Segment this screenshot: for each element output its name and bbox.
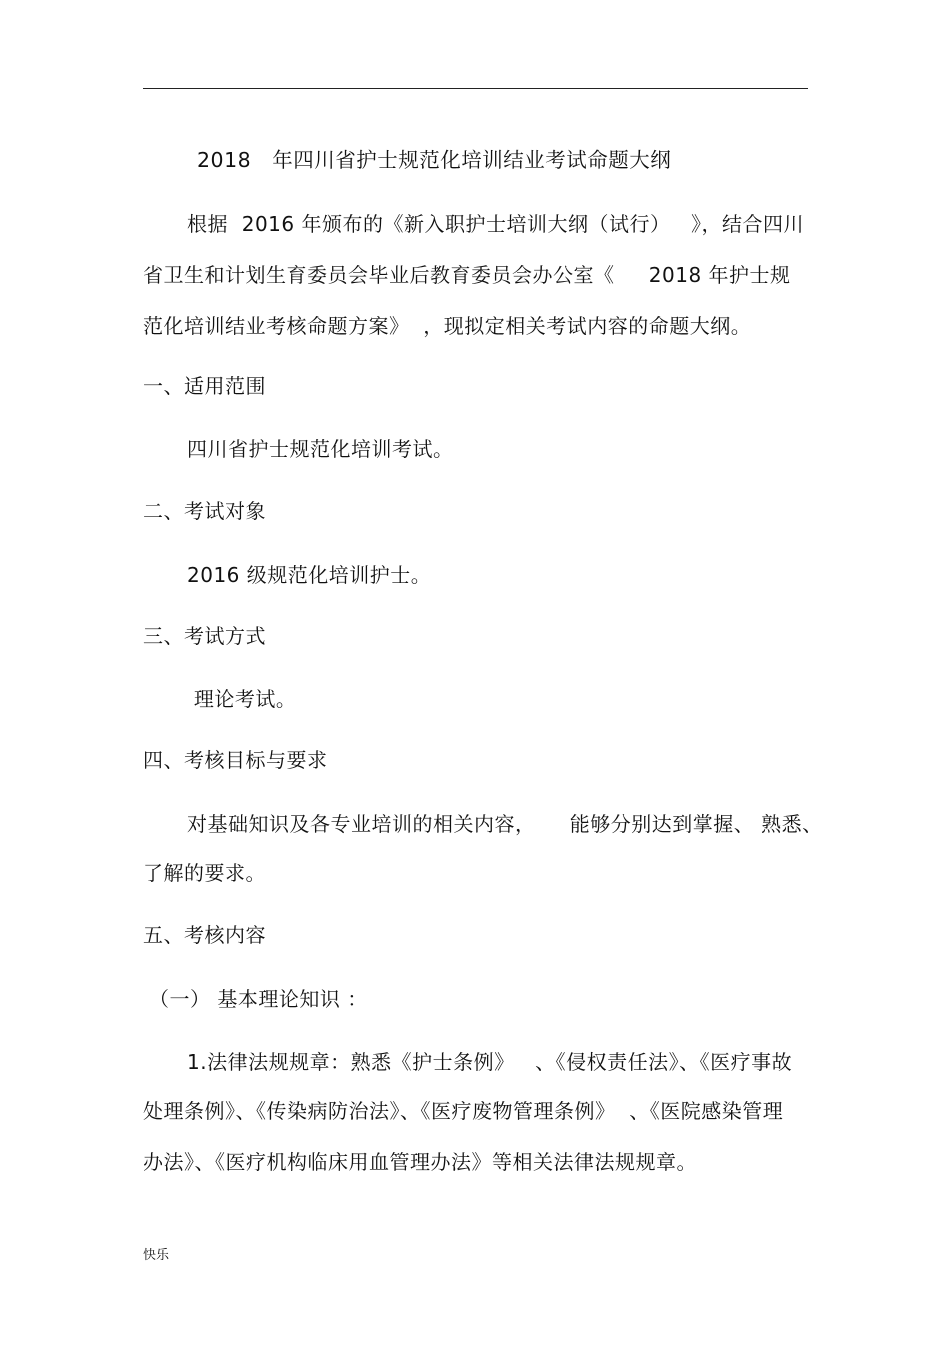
item1-line-3: 办法》、《医疗机构临床用血管理办法》等相关法律法规规章。 bbox=[143, 1150, 697, 1174]
section-heading-content: 五、考核内容 bbox=[143, 923, 266, 947]
item1-line-1: 1.法律法规规章：熟悉《护士条例》 、《侵权责任法》、《医疗事故 bbox=[187, 1050, 793, 1074]
subsection-heading-theory: （一） 基本理论知识 ： bbox=[149, 987, 368, 1011]
section-body-goals-line-2: 了解的要求。 bbox=[143, 861, 266, 885]
section-body-target: 2016 级规范化培训护士。 bbox=[187, 563, 432, 587]
intro-line-3: 范化培训结业考核命题方案》 ，现拟定相关考试内容的命题大纲。 bbox=[143, 314, 752, 338]
intro-line-2: 省卫生和计划生育委员会毕业后教育委员会办公室《 2018 年护士规 bbox=[143, 263, 791, 287]
header-rule bbox=[143, 88, 808, 89]
section-body-goals-line-1: 对基础知识及各专业培训的相关内容， 能够分别达到掌握、 熟悉、 bbox=[187, 812, 823, 836]
section-body-method: 理论考试。 bbox=[187, 687, 297, 711]
section-body-scope: 四川省护士规范化培训考试。 bbox=[187, 437, 454, 461]
section-heading-goals: 四、考核目标与要求 bbox=[143, 748, 328, 772]
item1-line-2: 处理条例》、《传染病防治法》、《医疗废物管理条例》 、《医院感染管理 bbox=[143, 1099, 784, 1123]
page-footer: 快乐 bbox=[143, 1248, 170, 1263]
section-heading-scope: 一、适用范围 bbox=[143, 374, 266, 398]
intro-line-1: 根据 2016 年颁布的《新入职护士培训大纲（试行） 》，结合四川 bbox=[187, 212, 805, 236]
section-heading-method: 三、考试方式 bbox=[143, 624, 266, 648]
document-title: 2018 年四川省护士规范化培训结业考试命题大纲 bbox=[197, 148, 672, 172]
section-heading-target: 二、考试对象 bbox=[143, 499, 266, 523]
